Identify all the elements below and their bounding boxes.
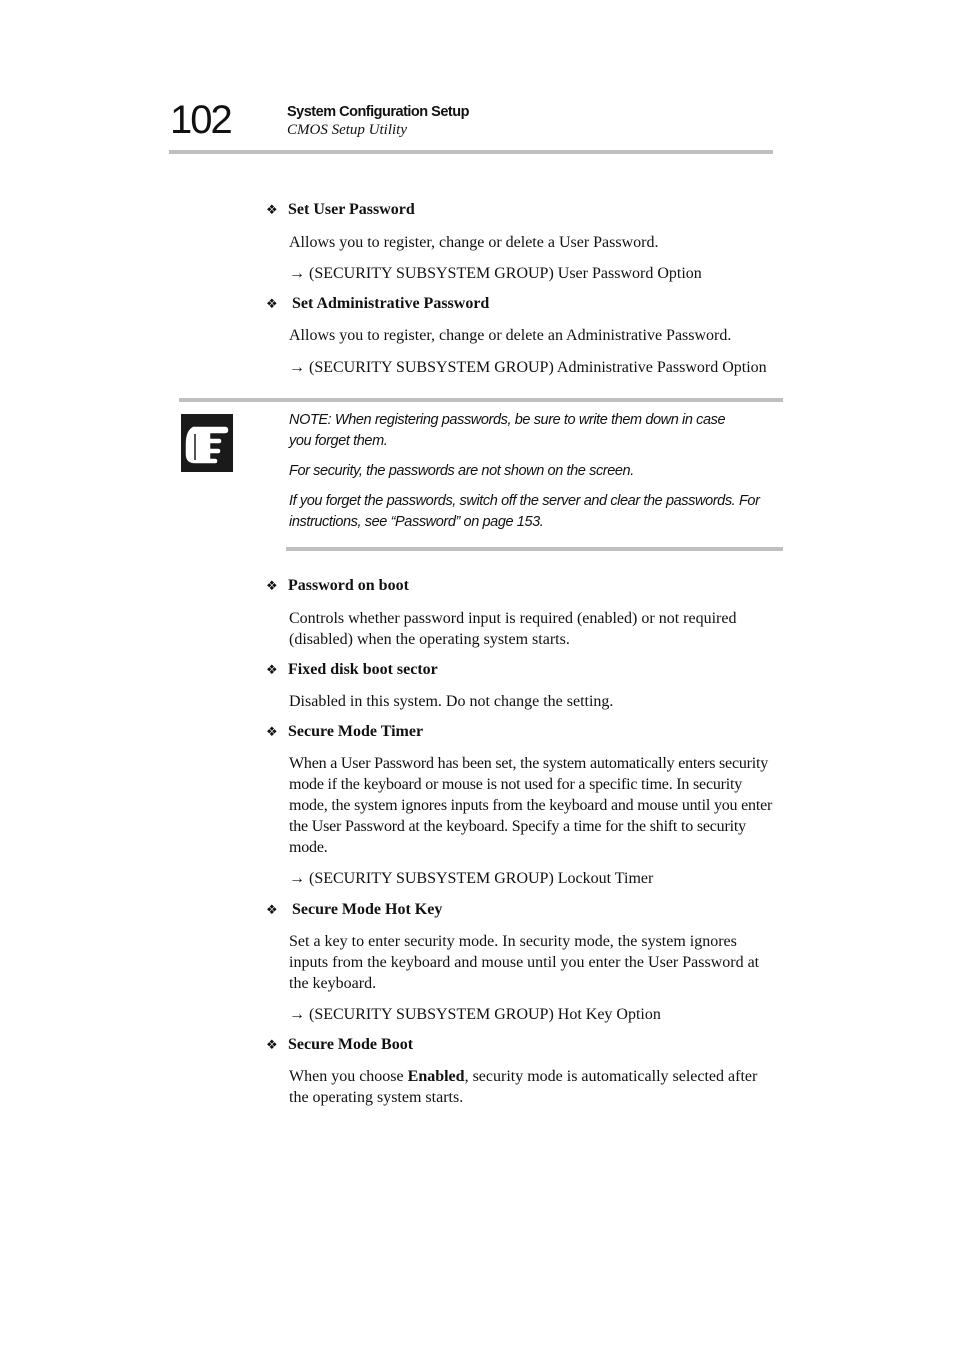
heading-text: Secure Mode Boot: [288, 1036, 414, 1053]
section-description: When a User Password has been set, the system automatically enters security mode if the keyboard or mouse is not used for a specific time. In security mode, the system ignores inputs from the keyboard and mouse until you enter the User Password at the keyboard. Specify a time for the shift to security mode.: [289, 755, 773, 856]
diamond-bullet-icon: ❖: [266, 724, 278, 739]
heading-text: Set Administrative Password: [292, 295, 490, 312]
section-reference: → (SECURITY SUBSYSTEM GROUP) Lockout Timer: [289, 870, 654, 887]
section-description: Allows you to register, change or delete an Administrative Password.: [289, 327, 732, 344]
header-title: System Configuration Setup: [287, 104, 469, 120]
section-reference: → (SECURITY SUBSYSTEM GROUP) Administrative Password Option: [289, 359, 767, 376]
heading-text: Set User Password: [288, 201, 415, 218]
section-description: Allows you to register, change or delete a User Password.: [289, 234, 659, 251]
section-heading-set-user-password: [266, 200, 415, 220]
note-line-2: For security, the passwords are not shown on the screen.: [289, 463, 634, 479]
heading-text: Secure Mode Timer: [288, 723, 424, 740]
section-heading-secure-mode-boot: [266, 1035, 413, 1055]
note-top-rule: [179, 398, 783, 402]
section-description: Disabled in this system. Do not change the setting.: [289, 693, 614, 710]
note-line-1: NOTE: When registering passwords, be sure to write them down in case you forget them.: [289, 412, 726, 449]
section-heading-set-administrative-password: [266, 294, 489, 314]
note-bottom-rule: [286, 547, 783, 551]
header-subtitle: CMOS Setup Utility: [287, 122, 407, 138]
enabled-keyword: Enabled: [407, 1068, 465, 1085]
heading-text: Password on boot: [288, 577, 409, 594]
diamond-bullet-icon: ❖: [266, 1037, 278, 1052]
section-heading-secure-mode-timer: [266, 722, 423, 742]
description-text: , security mode is automatically selected after the operating system starts.: [289, 1068, 758, 1106]
section-reference: → (SECURITY SUBSYSTEM GROUP) Hot Key Option: [289, 1006, 661, 1023]
diamond-bullet-icon: ❖: [266, 296, 278, 311]
heading-text: Secure Mode Hot Key: [292, 901, 443, 918]
diamond-bullet-icon: ❖: [266, 202, 278, 217]
diamond-bullet-icon: ❖: [266, 902, 278, 917]
section-reference: → (SECURITY SUBSYSTEM GROUP) User Password Option: [289, 265, 702, 282]
section-description: [289, 1066, 774, 1108]
section-heading-password-on-boot: [266, 576, 409, 596]
note-line-3: If you forget the passwords, switch off the server and clear the passwords. For instructions, see “Password” on page 153.: [289, 493, 760, 530]
diamond-bullet-icon: ❖: [266, 662, 278, 677]
section-description: Controls whether password input is required (enabled) or not required (disabled) when the operating system starts.: [289, 610, 737, 648]
heading-text: Fixed disk boot sector: [288, 661, 438, 678]
diamond-bullet-icon: ❖: [266, 578, 278, 593]
section-heading-secure-mode-hot-key: [266, 900, 442, 920]
page-number: 102: [170, 98, 231, 142]
pointing-hand-icon: [181, 414, 233, 472]
header-rule: [169, 150, 773, 154]
description-text: When you choose: [289, 1068, 408, 1085]
section-description: Set a key to enter security mode. In security mode, the system ignores inputs from the keyboard and mouse until you enter the User Password at the keyboard.: [289, 933, 760, 992]
section-heading-fixed-disk-boot-sector: [266, 660, 438, 680]
